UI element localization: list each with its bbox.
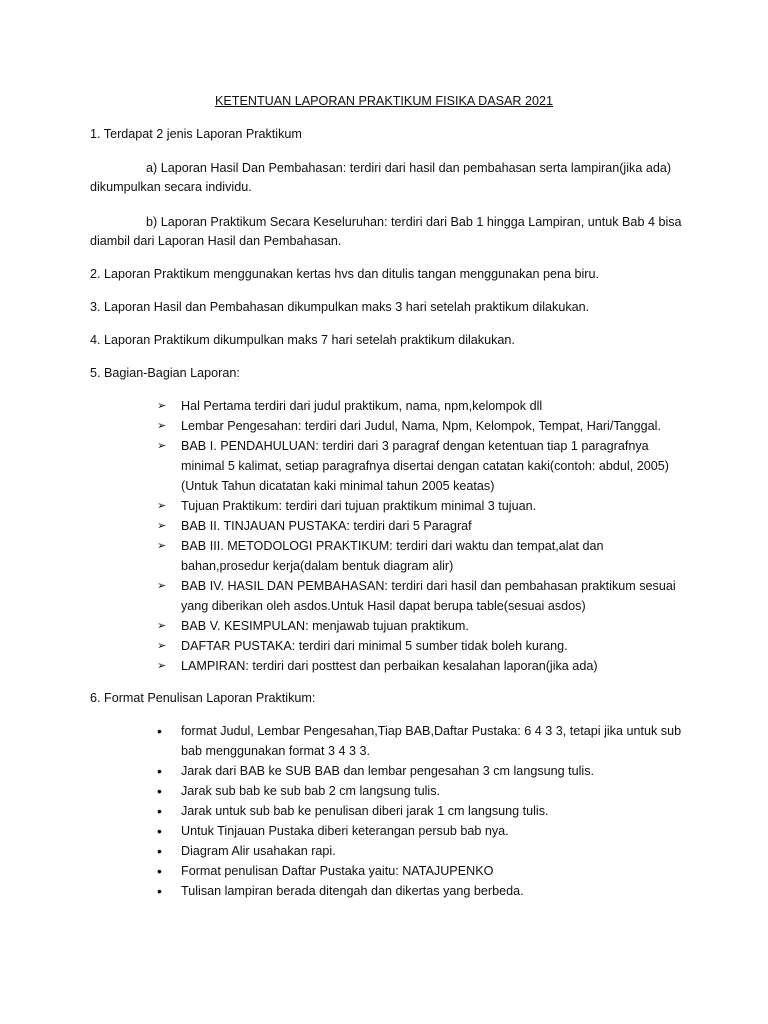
list-item-line: format Judul, Lembar Pengesahan,Tiap BAB,Daftar Pustaka: 6 4 3 3, tetapi jika untuk sub (181, 724, 682, 738)
format-rule-item (157, 821, 717, 841)
report-parts-list (157, 396, 717, 676)
bullet-icon: ➢ (157, 520, 167, 532)
format-rule-item (157, 801, 717, 821)
bullet-icon: ➢ (157, 440, 167, 452)
bullet-icon: • (157, 863, 162, 879)
report-part-item (157, 396, 717, 416)
list-item-line: (Untuk Tahun dicatatan kaki minimal tahun 2005 keatas) (181, 479, 495, 493)
item-6-heading: 6. Format Penulisan Laporan Praktikum: (90, 691, 316, 705)
format-rules-list (157, 721, 717, 901)
item-4-text: 4. Laporan Praktikum dikumpulkan maks 7 hari setelah praktikum dilakukan. (90, 333, 515, 347)
bullet-icon: • (157, 843, 162, 859)
bullet-icon: ➢ (157, 420, 167, 432)
report-part-item (157, 656, 717, 676)
list-item-line: Tujuan Praktikum: terdiri dari tujuan praktikum minimal 3 tujuan. (181, 499, 537, 513)
report-part-item (157, 416, 717, 436)
bullet-icon: ➢ (157, 660, 167, 672)
format-rule-item (157, 841, 717, 861)
list-item-line: BAB I. PENDAHULUAN: terdiri dari 3 paragraf dengan ketentuan tiap 1 paragrafnya (181, 439, 649, 453)
item-1-heading: 1. Terdapat 2 jenis Laporan Praktikum (90, 127, 302, 141)
report-part-item (157, 436, 717, 496)
item-3-text: 3. Laporan Hasil dan Pembahasan dikumpulkan maks 3 hari setelah praktikum dilakukan. (90, 300, 590, 314)
list-item-line: yang diberikan oleh asdos.Untuk Hasil dapat berupa table(sesuai asdos) (181, 599, 586, 613)
item-2-text: 2. Laporan Praktikum menggunakan kertas hvs dan ditulis tangan menggunakan pena biru. (90, 267, 599, 281)
list-item-line: BAB III. METODOLOGI PRAKTIKUM: terdiri dari waktu dan tempat,alat dan (181, 539, 604, 553)
report-part-item (157, 536, 717, 576)
bullet-icon: ➢ (157, 580, 167, 592)
item-1b-line-2: diambil dari Laporan Hasil dan Pembahasan. (90, 234, 342, 248)
format-rule-item (157, 861, 717, 881)
list-item-line: Jarak dari BAB ke SUB BAB dan lembar pengesahan 3 cm langsung tulis. (181, 764, 595, 778)
item-1a-line-1: a) Laporan Hasil Dan Pembahasan: terdiri dari hasil dan pembahasan serta lampiran(jika ada) (146, 161, 672, 175)
list-item-line: LAMPIRAN: terdiri dari posttest dan perbaikan kesalahan laporan(jika ada) (181, 659, 598, 673)
item-1a-line-2: dikumpulkan secara individu. (90, 180, 252, 194)
bullet-icon: ➢ (157, 400, 167, 412)
list-item-line: Diagram Alir usahakan rapi. (181, 844, 336, 858)
bullet-icon: ➢ (157, 540, 167, 552)
document-title: KETENTUAN LAPORAN PRAKTIKUM FISIKA DASAR 2021 (214, 94, 554, 108)
item-1b-line-1: b) Laporan Praktikum Secara Keseluruhan: terdiri dari Bab 1 hingga Lampiran, untuk Bab 4 bisa (146, 215, 682, 229)
list-item-line: BAB IV. HASIL DAN PEMBAHASAN: terdiri dari hasil dan pembahasan praktikum sesuai (181, 579, 676, 593)
bullet-icon: • (157, 783, 162, 799)
bullet-icon: • (157, 763, 162, 779)
bullet-icon: • (157, 803, 162, 819)
report-part-item (157, 496, 717, 516)
bullet-icon: ➢ (157, 640, 167, 652)
format-rule-item (157, 761, 717, 781)
bullet-icon: • (157, 823, 162, 839)
report-part-item (157, 636, 717, 656)
report-part-item (157, 516, 717, 536)
format-rule-item (157, 721, 717, 761)
list-item-line: Hal Pertama terdiri dari judul praktikum, nama, npm,kelompok dll (181, 399, 543, 413)
list-item-line: Jarak sub bab ke sub bab 2 cm langsung tulis. (181, 784, 441, 798)
list-item-line: Format penulisan Daftar Pustaka yaitu: NATAJUPENKO (181, 864, 494, 878)
list-item-line: Jarak untuk sub bab ke penulisan diberi jarak 1 cm langsung tulis. (181, 804, 549, 818)
bullet-icon: • (157, 723, 162, 739)
bullet-icon: ➢ (157, 500, 167, 512)
format-rule-item (157, 881, 717, 901)
list-item-line: DAFTAR PUSTAKA: terdiri dari minimal 5 sumber tidak boleh kurang. (181, 639, 568, 653)
list-item-line: minimal 5 kalimat, setiap paragrafnya disertai dengan catatan kaki(contoh: abdul, 2005) (181, 459, 669, 473)
list-item-line: Untuk Tinjauan Pustaka diberi keterangan persub bab nya. (181, 824, 509, 838)
bullet-icon: • (157, 883, 162, 899)
report-part-item (157, 616, 717, 636)
item-5-heading: 5. Bagian-Bagian Laporan: (90, 366, 240, 380)
format-rule-item (157, 781, 717, 801)
list-item-line: BAB II. TINJAUAN PUSTAKA: terdiri dari 5 Paragraf (181, 519, 472, 533)
bullet-icon: ➢ (157, 620, 167, 632)
report-part-item (157, 576, 717, 616)
list-item-line: BAB V. KESIMPULAN: menjawab tujuan praktikum. (181, 619, 469, 633)
list-item-line: Tulisan lampiran berada ditengah dan dikertas yang berbeda. (181, 884, 524, 898)
list-item-line: bahan,prosedur kerja(dalam bentuk diagram alir) (181, 559, 454, 573)
list-item-line: Lembar Pengesahan: terdiri dari Judul, Nama, Npm, Kelompok, Tempat, Hari/Tanggal. (181, 419, 661, 433)
list-item-line: bab menggunakan format 3 4 3 3. (181, 744, 371, 758)
